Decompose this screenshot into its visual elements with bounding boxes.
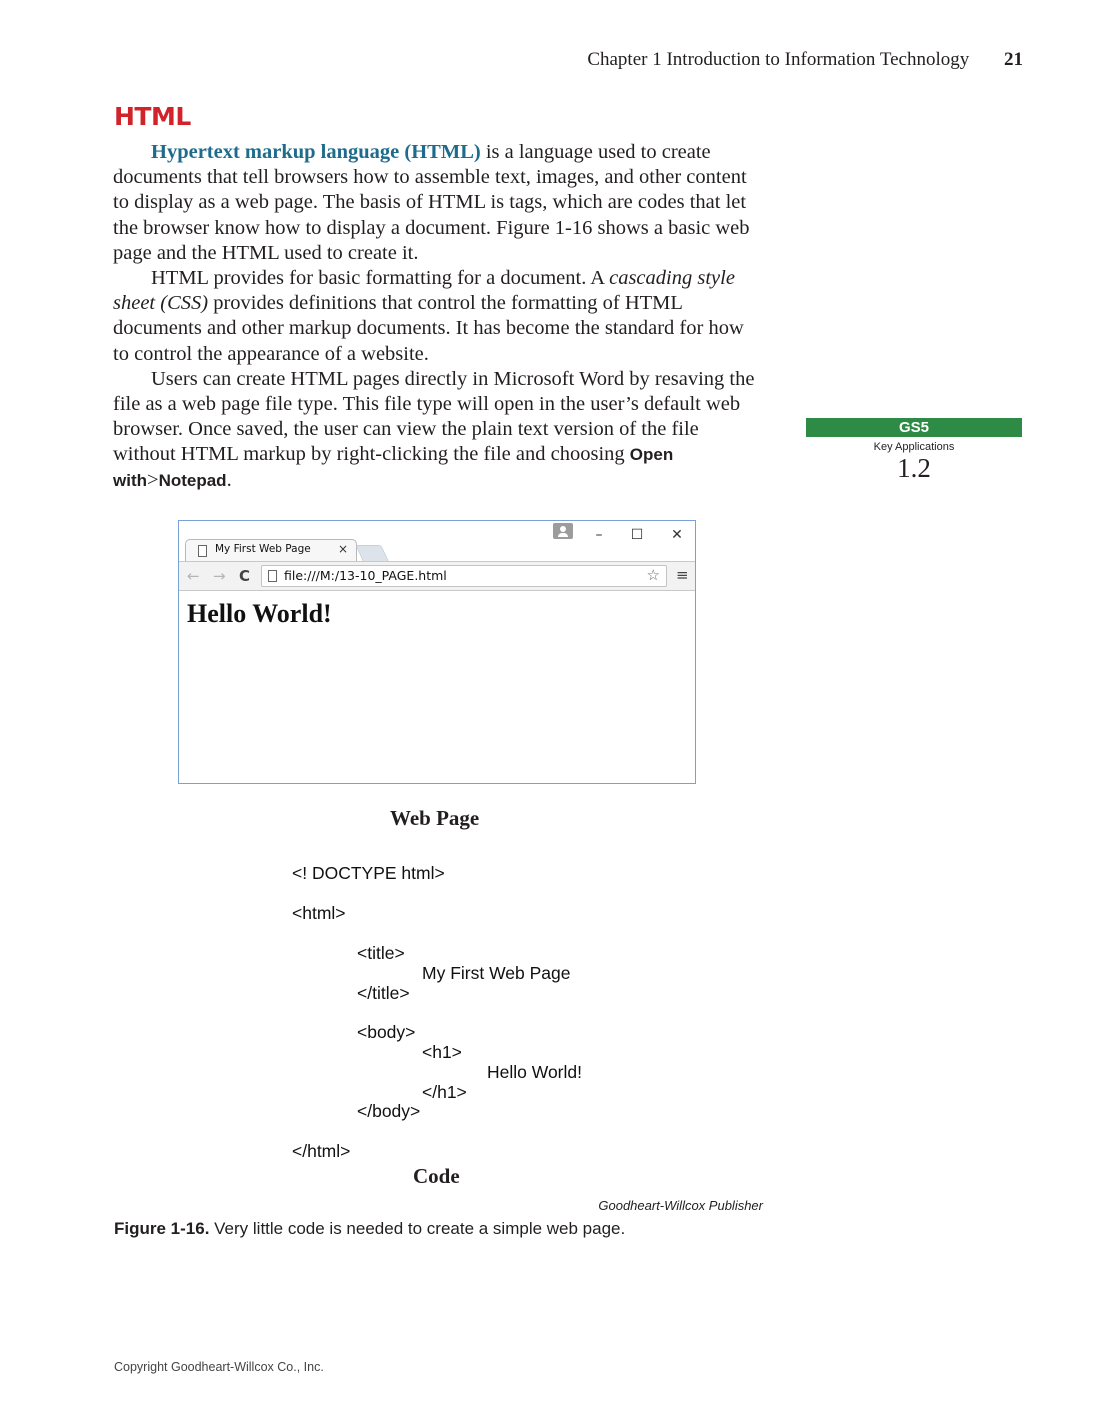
bookmark-star-icon[interactable]: ☆ <box>646 566 660 584</box>
browser-toolbar <box>179 561 695 591</box>
paragraph-3 <box>113 367 763 493</box>
tab-title: My First Web Page <box>215 543 311 555</box>
code-label: Code <box>413 1164 460 1188</box>
menu-separator: > <box>147 468 159 491</box>
chapter-title: Chapter 1 Introduction to Information Technology <box>587 49 970 70</box>
paragraph-1-text: is a language used to create documents that tell browsers how to assemble text, images, and other content to display as a web page. The basis of HTML is tags, which are codes that let the browser know how to display a document. Figure 1-16 shows a basic web page and the HTML used to create it. <box>113 141 750 264</box>
standard-number: 1.2 <box>897 453 931 483</box>
figure-caption <box>114 1219 625 1239</box>
browser-window <box>178 520 696 784</box>
new-tab-button[interactable] <box>355 545 388 561</box>
css-term: cascading style sheet (CSS) <box>113 267 735 315</box>
address-bar[interactable] <box>261 565 667 587</box>
code-line: </html> <box>292 1141 351 1161</box>
code-line: </h1> <box>422 1082 467 1102</box>
code-line: <body> <box>357 1022 416 1042</box>
paragraph-2 <box>113 266 763 367</box>
paragraph-3-text: Users can create HTML pages directly in Microsoft Word by resaving the file as a web page file type. This file type will open in the user’s default web browser. Once saved, the user can view the plain text version of the file without HTML markup by right-clicking the file and choosing <box>113 367 755 466</box>
browser-viewport <box>179 591 695 783</box>
body-text <box>113 140 763 493</box>
running-header <box>587 48 1023 72</box>
standard-box <box>806 418 1022 482</box>
code-line: </title> <box>357 983 410 1003</box>
page-icon <box>198 545 207 557</box>
standard-code: GS5 <box>806 418 1022 437</box>
forward-arrow-icon[interactable]: → <box>213 567 226 585</box>
code-line: <h1> <box>422 1042 462 1062</box>
paragraph-3-end: . <box>226 468 232 491</box>
page-icon <box>268 570 277 582</box>
code-line: </body> <box>357 1101 421 1121</box>
section-heading: HTML <box>114 102 191 131</box>
minimize-button[interactable]: – <box>595 527 603 543</box>
code-line: <! DOCTYPE html> <box>292 863 445 883</box>
caption-label: Figure 1-16. <box>114 1219 210 1238</box>
standard-category: Key Applications <box>873 441 955 453</box>
close-window-button[interactable]: ✕ <box>671 527 683 543</box>
webpage-label: Web Page <box>390 806 480 830</box>
menu-open-with: Open with <box>113 445 674 490</box>
page-heading: Hello World! <box>187 599 332 628</box>
code-line: My First Web Page <box>422 963 571 983</box>
paragraph-1 <box>113 140 763 266</box>
page-number: 21 <box>1004 49 1023 70</box>
paragraph-2-after: provides definitions that control the formatting of HTML documents and other markup documents. It has become the standard for how to control the appearance of a website. <box>113 292 744 365</box>
code-line: Hello World! <box>487 1062 582 1082</box>
code-line: <html> <box>292 903 346 923</box>
back-arrow-icon[interactable]: ← <box>187 567 200 585</box>
copyright-footer: Copyright Goodheart-Willcox Co., Inc. <box>114 1360 324 1374</box>
paragraph-2-before: HTML provides for basic formatting for a document. A <box>151 267 610 290</box>
browser-tab[interactable] <box>185 539 357 563</box>
menu-icon[interactable]: ≡ <box>676 566 689 584</box>
menu-notepad: Notepad <box>158 470 227 490</box>
tab-close-icon[interactable]: × <box>338 542 349 556</box>
key-term-html: Hypertext markup language (HTML) <box>151 141 481 163</box>
figure-credit: Goodheart-Willcox Publisher <box>598 1198 763 1213</box>
browser-titlebar <box>179 521 695 565</box>
url-text: file:///M:/13-10_PAGE.html <box>284 568 447 583</box>
code-line: <title> <box>357 943 405 963</box>
user-profile-icon[interactable] <box>553 523 573 539</box>
reload-icon[interactable]: C <box>239 567 251 585</box>
maximize-button[interactable]: ☐ <box>630 527 644 543</box>
caption-text: Very little code is needed to create a simple web page. <box>209 1219 626 1238</box>
